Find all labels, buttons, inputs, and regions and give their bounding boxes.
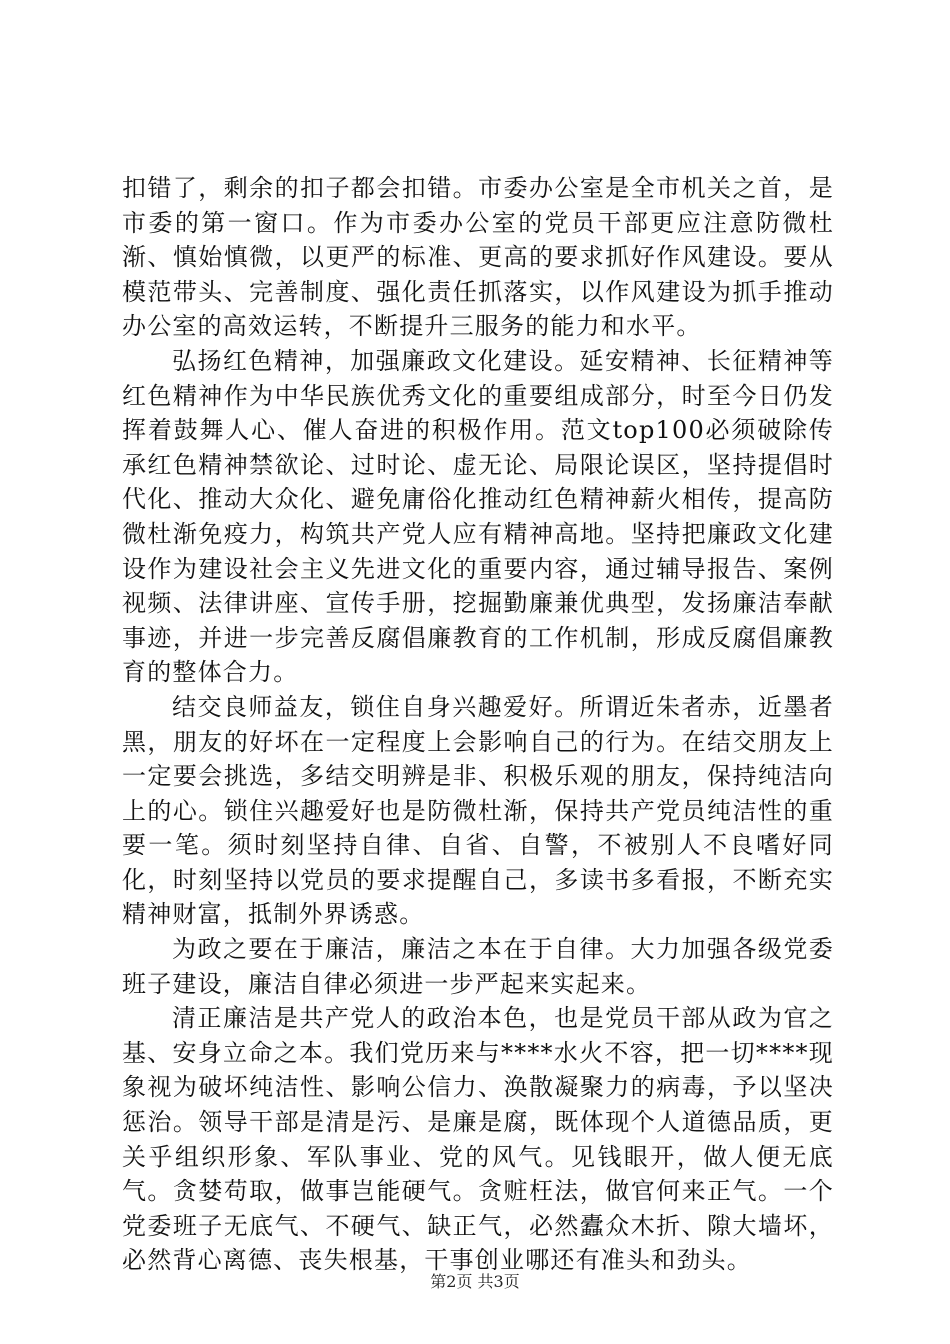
paragraph-integrity: 清正廉洁是共产党人的政治本色，也是党员干部从政为官之基、安身立命之本。我们党历来与****水火不容，把一切****现象视为破坏纯洁性、影响公信力、涣散凝聚力的病毒，予以坚决惩治。领导干部是清是污、是廉是腐，既体现个人道德品质，更关乎组织形象、军队事业、党的风气。见钱眼开，做人便无底气。贪婪苟取，做事岂能硬气。贪赃枉法，做官何来正气。一个党委班子无底气、不硬气、缺正气，必然蠹众木折、隙大墙坏，必然背心离德、丧失根基，干事创业哪还有准头和劲头。 — [122, 1004, 834, 1275]
document-body — [122, 171, 834, 1278]
paragraph-friends-hobbies: 结交良师益友，锁住自身兴趣爱好。所谓近朱者赤，近墨者黑，朋友的好坏在一定程度上会影响自己的行为。在结交朋友上一定要会挑选，多结交明辨是非、积极乐观的朋友，保持纯洁向上的心。锁住兴趣爱好也是防微杜渐，保持共产党员纯洁性的重要一笔。须时刻坚持自律、自省、自警，不被别人不良嗜好同化，时刻坚持以党员的要求提醒自己，多读书多看报，不断充实精神财富，抵制外界诱惑。 — [122, 692, 834, 929]
paragraph-red-spirit: 弘扬红色精神，加强廉政文化建设。延安精神、长征精神等红色精神作为中华民族优秀文化的重要组成部分，时至今日仍发挥着鼓舞人心、催人奋进的积极作用。范文top100必须破除传承红色精神禁欲论、过时论、虚无论、局限论误区，坚持提倡时代化、推动大众化、避免庸俗化推动红色精神薪火相传，提高防微杜渐免疫力，构筑共产党人应有精神高地。坚持把廉政文化建设作为建设社会主义先进文化的重要内容，通过辅导报告、案例视频、法律讲座、宣传手册，挖掘勤廉兼优典型，发扬廉洁奉献事迹，并进一步完善反腐倡廉教育的工作机制，形成反腐倡廉教育的整体合力。 — [122, 346, 834, 687]
paragraph-self-discipline: 为政之要在于廉洁，廉洁之本在于自律。大力加强各级党委班子建设，廉洁自律必须进一步严起来实起来。 — [122, 935, 834, 998]
paragraph-continuation: 扣错了，剩余的扣子都会扣错。市委办公室是全市机关之首，是市委的第一窗口。作为市委办公室的党员干部更应注意防微杜渐、慎始慎微，以更严的标准、更高的要求抓好作风建设。要从模范带头、完善制度、强化责任抓落实，以作风建设为抓手推动办公室的高效运转，不断提升三服务的能力和水平。 — [122, 174, 834, 341]
page-number-footer: 第2页 共3页 — [430, 1272, 520, 1291]
